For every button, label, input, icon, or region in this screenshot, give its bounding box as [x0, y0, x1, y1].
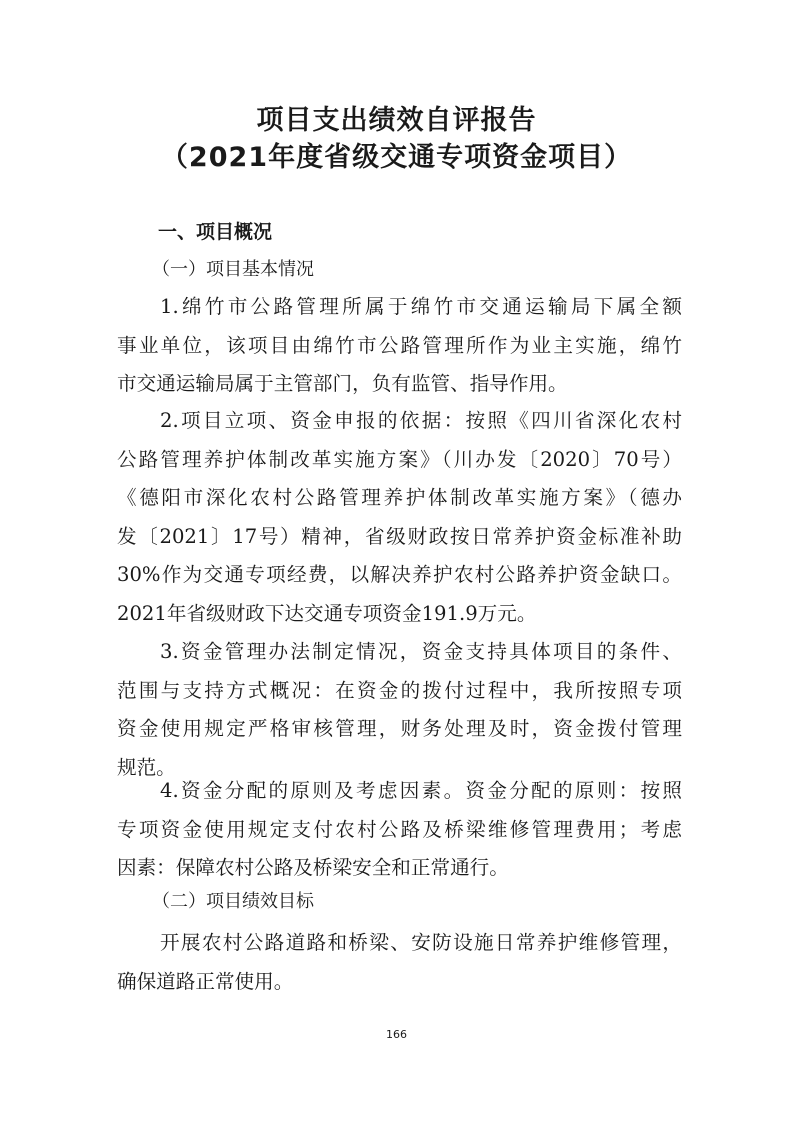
paragraph-line: 事业单位，该项目由绵竹市公路管理所作为业主实施，绵竹	[117, 333, 682, 357]
paragraph-line: 2.项目立项、资金申报的依据：按照《四川省深化农村	[160, 409, 682, 432]
paragraph-1	[117, 288, 682, 404]
paragraph-line: 确保道路正常使用。	[117, 969, 294, 993]
report-title: 项目支出绩效自评报告	[256, 105, 537, 136]
paragraph-2	[117, 402, 682, 633]
paragraph-line: 专项资金使用规定支付农村公路及桥梁维修管理费用；考虑	[117, 817, 682, 841]
paragraph-5	[117, 924, 682, 1001]
paragraph-line: 3.资金管理办法制定情况，资金支持具体项目的条件、	[160, 640, 682, 663]
paragraph-line: 市交通运输局属于主管部门，负有监管、指导作用。	[117, 372, 568, 395]
paragraph-line: 1.绵竹市公路管理所属于绵竹市交通运输局下属全额	[160, 295, 682, 318]
paragraph-3	[117, 633, 682, 787]
page-number: 166	[386, 1028, 407, 1041]
paragraph-line: 范围与支持方式概况：在资金的拨付过程中，我所按照专项	[117, 678, 682, 702]
section-heading-project-overview: 一、项目概况	[158, 221, 273, 243]
paragraph-line: 规范。	[117, 755, 176, 779]
paragraph-line: 因素：保障农村公路及桥梁安全和正常通行。	[117, 856, 509, 879]
paragraph-line: 30%作为交通专项经费，以解决养护农村公路养护资金缺口。	[117, 563, 682, 586]
paragraph-line: 开展农村公路道路和桥梁、安防设施日常养护维修管理，	[160, 931, 682, 954]
paragraph-line: 4.资金分配的原则及考虑因素。资金分配的原则：按照	[160, 779, 682, 802]
subsection-heading-basic-info: （一）项目基本情况	[152, 259, 314, 280]
paragraph-4	[117, 772, 682, 888]
paragraph-line: 资金使用规定严格审核管理，财务处理及时，资金拨付管理	[117, 717, 682, 740]
report-subtitle: （2021年度省级交通专项资金项目）	[160, 142, 633, 173]
paragraph-line: 2021年省级财政下达交通专项资金191.9万元。	[117, 601, 537, 625]
paragraph-line: 发〔2021〕17号）精神，省级财政按日常养护资金标准补助	[117, 524, 682, 548]
subsection-heading-performance-goals: （二）项目绩效目标	[152, 891, 314, 912]
paragraph-line: 《德阳市深化农村公路管理养护体制改革实施方案》（德办	[117, 486, 682, 509]
paragraph-line: 公路管理养护体制改革实施方案》（川办发〔2020〕70号）	[117, 447, 682, 471]
